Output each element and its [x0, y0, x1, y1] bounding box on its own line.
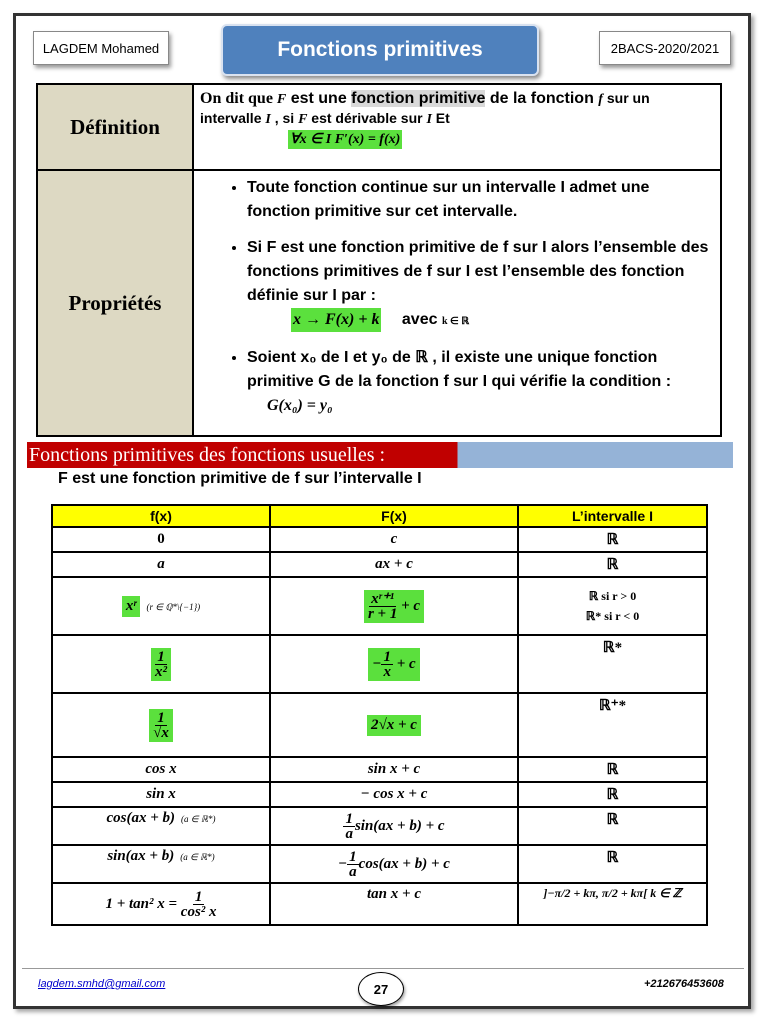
class-year-box: [599, 31, 731, 65]
property-2: • Si F est une fonction primitive de f sur I alors l’ensemble des fonctions primitives de f sur I est l’ensemble des fonction définie sur I par : x → F(x) + k avec k ∈ ℝ: [247, 236, 715, 334]
table-row: 0 c ℝ: [52, 527, 707, 552]
property-3-formula: G(x₀) = y₀: [267, 397, 333, 414]
primitives-table: [51, 504, 708, 926]
property-1: • Toute fonction continue sur un intervalle I admet une fonction primitive sur cet intervalle.: [247, 176, 715, 224]
property-2-formula: x → F(x) + k: [291, 308, 381, 332]
definition-text: On dit que F est une fonction primitive de la fonction f sur un intervalle I , si F est dérivable sur I Et ∀x ∈ I F′(x) = f(x): [193, 84, 721, 170]
usual-section-title: Fonctions primitives des fonctions usuelles :: [27, 442, 733, 468]
col-header-interval: L’intervalle I: [518, 505, 707, 527]
col-header-f: f(x): [52, 505, 270, 527]
definition-table: [36, 83, 722, 437]
table-row: sin x − cos x + c ℝ: [52, 782, 707, 807]
footer-phone: +212676453608: [644, 978, 724, 990]
table-row: cos(ax + b) (a ∈ ℝ*) $\frac{1}{a}$ sin(ax + b) + c ℝ: [52, 807, 707, 845]
term-highlight: fonction primitive: [351, 90, 486, 107]
page-title: Fonctions primitives: [277, 38, 483, 61]
footer-divider: [22, 968, 744, 969]
table-row: cos x sin x + c ℝ: [52, 757, 707, 782]
page-number: 27: [358, 972, 404, 1006]
table-row: a ax + c ℝ: [52, 552, 707, 577]
property-3: • Soient x₀ de I et y₀ de ℝ , il existe une unique fonction primitive G de la fonction f sur I qui vérifie la condition : G(x₀) = y₀: [247, 346, 715, 418]
table-row: $\frac{1}{\text{x²}}$ − $\frac{1}{x}$ + c ℝ*: [52, 635, 707, 693]
author-name: LAGDEM Mohamed: [42, 40, 160, 56]
definition-condition: ∀x ∈ I F′(x) = f(x): [290, 132, 401, 147]
table-row: 1 + tan² x = $\frac{1}{\text{cos² x}}$ tan x + c ]−π/2 + kπ, π/2 + kπ[ k ∈ ℤ: [52, 883, 707, 925]
table-row: $\frac{1}{√x}$ 2√x + c ℝ⁺*: [52, 693, 707, 757]
table-row: xʳ (r ∈ ℚ*\{−1}) $\frac{\text{xʳ⁺¹}}{r + 1}$ + c ℝ si r > 0 ℝ* si r < 0: [52, 577, 707, 635]
properties-label: Propriétés: [37, 170, 193, 436]
class-year: 2BACS-2020/2021: [610, 40, 720, 56]
page-title-box: [221, 24, 539, 76]
author-box: [33, 31, 169, 65]
usual-section-subtitle: F est une fonction primitive de f sur l’intervalle I: [58, 470, 422, 487]
properties-content: [193, 170, 721, 436]
definition-label: Définition: [37, 84, 193, 170]
table-row: sin(ax + b) (a ∈ ℝ*) − $\frac{1}{a}$ cos(ax + b) + c ℝ: [52, 845, 707, 883]
col-header-F: F(x): [270, 505, 518, 527]
footer-email-link[interactable]: lagdem.smhd@gmail.com: [38, 978, 166, 990]
